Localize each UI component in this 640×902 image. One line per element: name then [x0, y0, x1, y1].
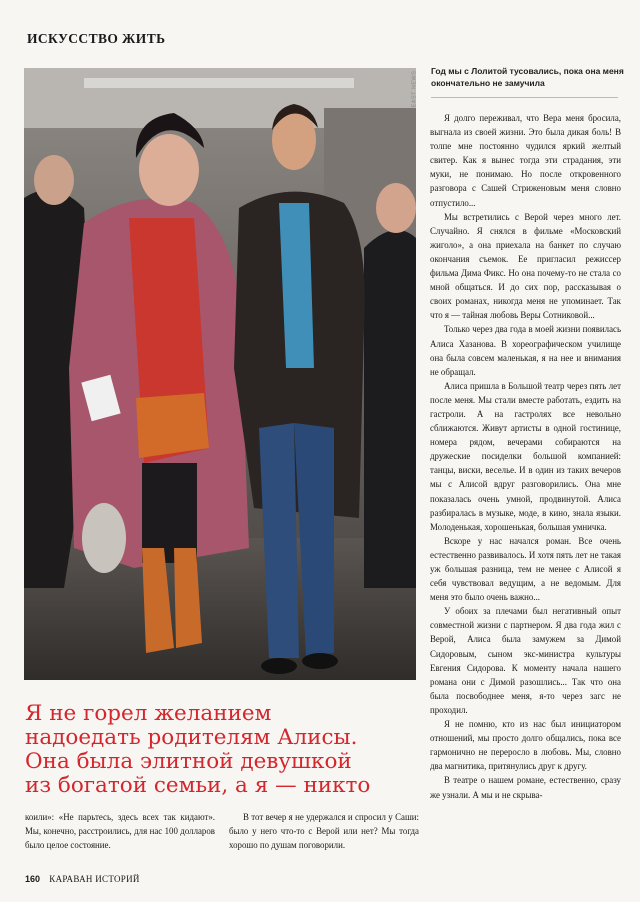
page-number: 160 [25, 874, 41, 884]
paragraph: Я долго переживал, что Вера меня бросила, выгнала из своей жизни. Это была дикая боль! В толпе мне постоянно чудился яркий желтый свитер. Как я вынес тогда эти страдания, эти муки, не понимаю. Но после откровенного разговора с Сашей Стриженовым меня словно отпустило... [430, 113, 621, 208]
paragraph: У обоих за плечами был негативный опыт совместной жизни с партнером. Я два года жил с Верой, Алиса была замужем за Димой Сидоровым, сыном экс-министра культуры Евгения Сидорова. К моменту начала нашего романа они с Димой разошлись... Так что она была посвободнее меня, я-то через загс не проходил. [430, 606, 621, 715]
pull-quote-line: надоедать родителям Алисы. [25, 725, 358, 750]
photo-caption: Год мы с Лолитой тусовались, пока она меня окончательно не замучила [431, 66, 624, 88]
pull-quote-line: Она была элитной девушкой [25, 749, 352, 774]
paragraph: В театре о нашем романе, естественно, сразу же узнали. А мы и не скрыва- [430, 775, 621, 800]
paragraph: Только через два года в моей жизни появилась Алиса Хазанова. В хореографическом училище она была совсем маленькая, я на нее и внимания не обращал. [430, 324, 621, 377]
right-text-column [430, 111, 621, 802]
photo-illustration [24, 68, 416, 680]
pull-quote [25, 702, 417, 798]
page-footer [25, 874, 140, 884]
magazine-name: КАРАВАН ИСТОРИЙ [49, 874, 140, 884]
photo-credit: EAST NEWS [411, 70, 418, 108]
paragraph: Я не помню, кто из нас был инициатором отношений, мы просто долго общались, пока все гармонично не переросло в любовь. Мы, словно два магнитика, притянулись друг к другу. [430, 719, 621, 772]
pull-quote-line: из богатой семьи, а я — никто [25, 773, 371, 798]
paragraph: Мы встретились с Верой через много лет. Случайно. Я снялся в фильме «Московский жиголо», а она приехала на банкет по случаю окончания съемок. Ее пригласил режиссер фильма Дима Фикс. Но она почему-то не стала со мной общаться. И до сих пор, рассказывая о своих романах, никогда меня не упоминает. Так что я — тайная любовь Веры Сотниковой... [430, 211, 621, 321]
bottom-right-column [229, 810, 419, 852]
pull-quote-line: Я не горел желанием [25, 701, 272, 726]
paragraph: Алиса пришла в Большой театр через пять лет после меня. Мы стали вместе работать, ездить на гастроли. А на гастролях все невольно сближаются. Живут артисты в одной гостинице, номера рядом, вечерами собираются на дружеские посиделки большой компанией: танцы, виски, веселье. И в один из таких вечеров мы с Алисой вдруг разговорились. Она мне показалась очень умной, продвинутой. Алиса разбиралась в музыке, моде, в кино, знала языки. Молоденькая, хорошенькая, большая умничка. [430, 380, 621, 532]
article-photo [24, 68, 416, 680]
paragraph: коили»: «Не парьтесь, здесь всех так кидают». Мы, конечно, расстроились, для нас 100 долларов было целое состояние. [25, 812, 215, 851]
paragraph: В тот вечер я не удержался и спросил у Саши: было у него что-то с Верой или нет? Мы тогда хорошо по душам поговорили. [229, 812, 419, 851]
caption-divider [431, 97, 618, 98]
section-title: ИСКУССТВО ЖИТЬ [27, 31, 166, 46]
bottom-left-column [25, 810, 215, 852]
paragraph: Вскоре у нас начался роман. Все очень естественно развивалось. И хотя пять лет не такая уж большая разница, тем не менее с Алисой я себя чувствовал ведущим, а не ведомым. Для меня это было очень важно... [430, 535, 621, 603]
